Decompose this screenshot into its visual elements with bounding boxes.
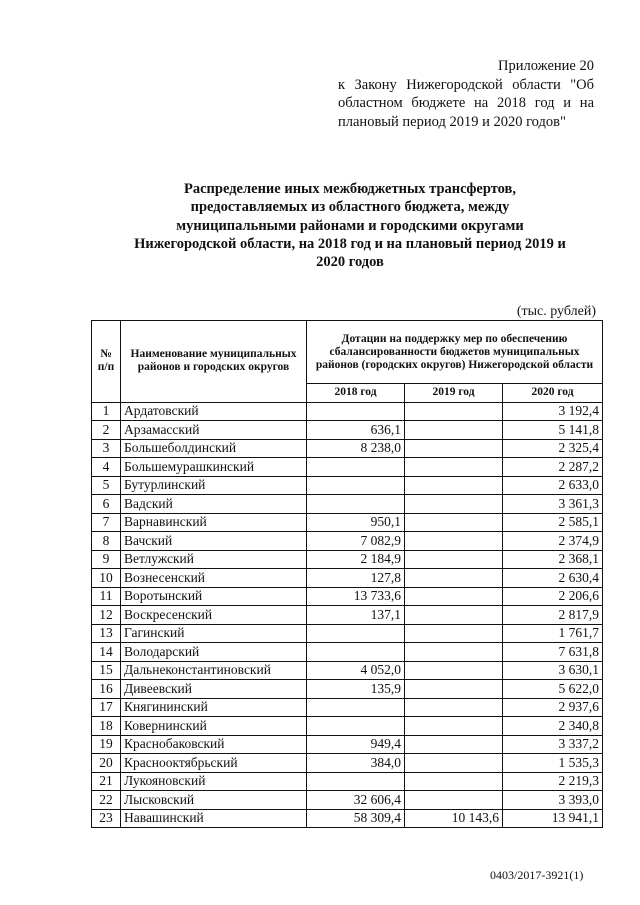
row-2019: [405, 717, 503, 736]
row-2019: [405, 606, 503, 625]
row-2019: [405, 569, 503, 588]
table-row: [92, 421, 603, 440]
row-number: 20: [92, 754, 121, 773]
row-name: Володарский: [121, 643, 307, 662]
row-number: 3: [92, 439, 121, 458]
row-2020: 5 622,0: [503, 680, 603, 699]
table-row: [92, 439, 603, 458]
units-label: (тыс. рублей): [516, 304, 596, 319]
row-name: Дальнеконстантиновский: [121, 661, 307, 680]
table-row: [92, 791, 603, 810]
row-2019: [405, 458, 503, 477]
table-row: [92, 513, 603, 532]
row-number: 11: [92, 587, 121, 606]
row-number: 13: [92, 624, 121, 643]
row-name: Навашинский: [121, 809, 307, 828]
table-row: [92, 754, 603, 773]
row-2020: 1 535,3: [503, 754, 603, 773]
row-2020: 2 374,9: [503, 532, 603, 551]
row-name: Ветлужский: [121, 550, 307, 569]
column-header-2020: 2020 год: [503, 384, 603, 403]
row-2018: 636,1: [307, 421, 405, 440]
row-name: Княгининский: [121, 698, 307, 717]
row-number: 12: [92, 606, 121, 625]
row-name: Варнавинский: [121, 513, 307, 532]
row-2019: [405, 532, 503, 551]
row-2018: [307, 476, 405, 495]
column-header-2018: 2018 год: [307, 384, 405, 403]
table-row: [92, 809, 603, 828]
row-2020: 3 630,1: [503, 661, 603, 680]
row-2018: 949,4: [307, 735, 405, 754]
row-name: Большемурашкинский: [121, 458, 307, 477]
table-row: [92, 587, 603, 606]
row-2020: 2 219,3: [503, 772, 603, 791]
row-2020: 5 141,8: [503, 421, 603, 440]
table-row: [92, 458, 603, 477]
column-header-name: Наименование муниципальных районов и городских округов: [121, 321, 307, 403]
row-2020: 1 761,7: [503, 624, 603, 643]
row-2018: 7 082,9: [307, 532, 405, 551]
row-number: 18: [92, 717, 121, 736]
row-2018: [307, 402, 405, 421]
table-row: [92, 606, 603, 625]
row-2018: 32 606,4: [307, 791, 405, 810]
row-2018: [307, 458, 405, 477]
row-2018: [307, 495, 405, 514]
table-row: [92, 680, 603, 699]
row-2019: [405, 754, 503, 773]
row-2020: 3 361,3: [503, 495, 603, 514]
row-2020: 2 585,1: [503, 513, 603, 532]
row-2019: [405, 643, 503, 662]
row-2018: [307, 698, 405, 717]
row-name: Ковернинский: [121, 717, 307, 736]
row-2019: [405, 550, 503, 569]
row-2019: [405, 791, 503, 810]
table-row: [92, 569, 603, 588]
row-2020: 2 633,0: [503, 476, 603, 495]
table-row: [92, 476, 603, 495]
row-2019: [405, 402, 503, 421]
row-2018: 127,8: [307, 569, 405, 588]
row-name: Бутурлинский: [121, 476, 307, 495]
row-2019: [405, 772, 503, 791]
row-name: Ардатовский: [121, 402, 307, 421]
row-2018: 4 052,0: [307, 661, 405, 680]
row-number: 15: [92, 661, 121, 680]
row-2018: 8 238,0: [307, 439, 405, 458]
row-name: Вадский: [121, 495, 307, 514]
document-title: Распределение иных межбюджетных трансфертов, предоставляемых из областного бюджета, между муниципальными районами и городскими округами Нижегородской области, на 2018 год и на плановый период 2019 и 2020 годов: [134, 181, 566, 271]
row-number: 19: [92, 735, 121, 754]
table-row: [92, 661, 603, 680]
row-2020: 13 941,1: [503, 809, 603, 828]
column-header-group: Дотации на поддержку мер по обеспечению сбалансированности бюджетов муниципальных районов (городских округов) Нижегородской области: [307, 321, 603, 384]
row-2018: 58 309,4: [307, 809, 405, 828]
row-2020: 2 206,6: [503, 587, 603, 606]
row-2019: [405, 587, 503, 606]
row-number: 17: [92, 698, 121, 717]
column-header-number: № п/п: [92, 321, 121, 403]
row-2018: 13 733,6: [307, 587, 405, 606]
row-name: Лысковский: [121, 791, 307, 810]
row-number: 6: [92, 495, 121, 514]
row-name: Воротынский: [121, 587, 307, 606]
transfers-table: [91, 320, 603, 828]
row-number: 16: [92, 680, 121, 699]
column-header-2019: 2019 год: [405, 384, 503, 403]
row-2019: [405, 661, 503, 680]
row-number: 8: [92, 532, 121, 551]
table-row: [92, 532, 603, 551]
row-2019: [405, 476, 503, 495]
row-number: 7: [92, 513, 121, 532]
row-name: Вознесенский: [121, 569, 307, 588]
row-2018: [307, 772, 405, 791]
row-2020: 2 325,4: [503, 439, 603, 458]
row-number: 10: [92, 569, 121, 588]
row-name: Большеболдинский: [121, 439, 307, 458]
row-name: Арзамасский: [121, 421, 307, 440]
table-body: [92, 402, 603, 828]
appendix-law-reference: к Закону Нижегородской области "Об областном бюджете на 2018 год и на плановый период 2019 и 2020 годов": [338, 76, 594, 130]
row-name: Гагинский: [121, 624, 307, 643]
row-2018: [307, 717, 405, 736]
row-number: 4: [92, 458, 121, 477]
row-2020: 2 368,1: [503, 550, 603, 569]
row-name: Лукояновский: [121, 772, 307, 791]
row-2020: 3 393,0: [503, 791, 603, 810]
row-2020: 2 340,8: [503, 717, 603, 736]
row-2020: 2 630,4: [503, 569, 603, 588]
row-name: Краснооктябрьский: [121, 754, 307, 773]
row-2019: [405, 421, 503, 440]
row-2019: 10 143,6: [405, 809, 503, 828]
appendix-header: [338, 57, 594, 131]
table-row: [92, 698, 603, 717]
row-number: 1: [92, 402, 121, 421]
row-number: 2: [92, 421, 121, 440]
row-2019: [405, 624, 503, 643]
row-name: Вачский: [121, 532, 307, 551]
table-row: [92, 550, 603, 569]
row-number: 23: [92, 809, 121, 828]
row-2018: 137,1: [307, 606, 405, 625]
row-number: 22: [92, 791, 121, 810]
table-row: [92, 772, 603, 791]
row-2019: [405, 680, 503, 699]
row-2018: 384,0: [307, 754, 405, 773]
row-2018: [307, 624, 405, 643]
row-name: Воскресенский: [121, 606, 307, 625]
row-2020: 2 287,2: [503, 458, 603, 477]
row-2020: 3 192,4: [503, 402, 603, 421]
row-2018: 950,1: [307, 513, 405, 532]
row-2020: 7 631,8: [503, 643, 603, 662]
row-2019: [405, 698, 503, 717]
table-row: [92, 735, 603, 754]
row-number: 21: [92, 772, 121, 791]
table-row: [92, 402, 603, 421]
row-2020: 2 817,9: [503, 606, 603, 625]
table-row: [92, 624, 603, 643]
row-2018: 135,9: [307, 680, 405, 699]
row-2020: 2 937,6: [503, 698, 603, 717]
row-2019: [405, 439, 503, 458]
row-2019: [405, 513, 503, 532]
row-number: 14: [92, 643, 121, 662]
table-row: [92, 717, 603, 736]
row-name: Дивеевский: [121, 680, 307, 699]
row-number: 9: [92, 550, 121, 569]
row-2018: 2 184,9: [307, 550, 405, 569]
row-2020: 3 337,2: [503, 735, 603, 754]
row-2018: [307, 643, 405, 662]
document-code: 0403/2017-3921(1): [490, 868, 584, 882]
table-row: [92, 495, 603, 514]
row-2019: [405, 495, 503, 514]
table-row: [92, 643, 603, 662]
row-2019: [405, 735, 503, 754]
row-name: Краснобаковский: [121, 735, 307, 754]
row-number: 5: [92, 476, 121, 495]
appendix-label: Приложение 20: [498, 58, 594, 74]
